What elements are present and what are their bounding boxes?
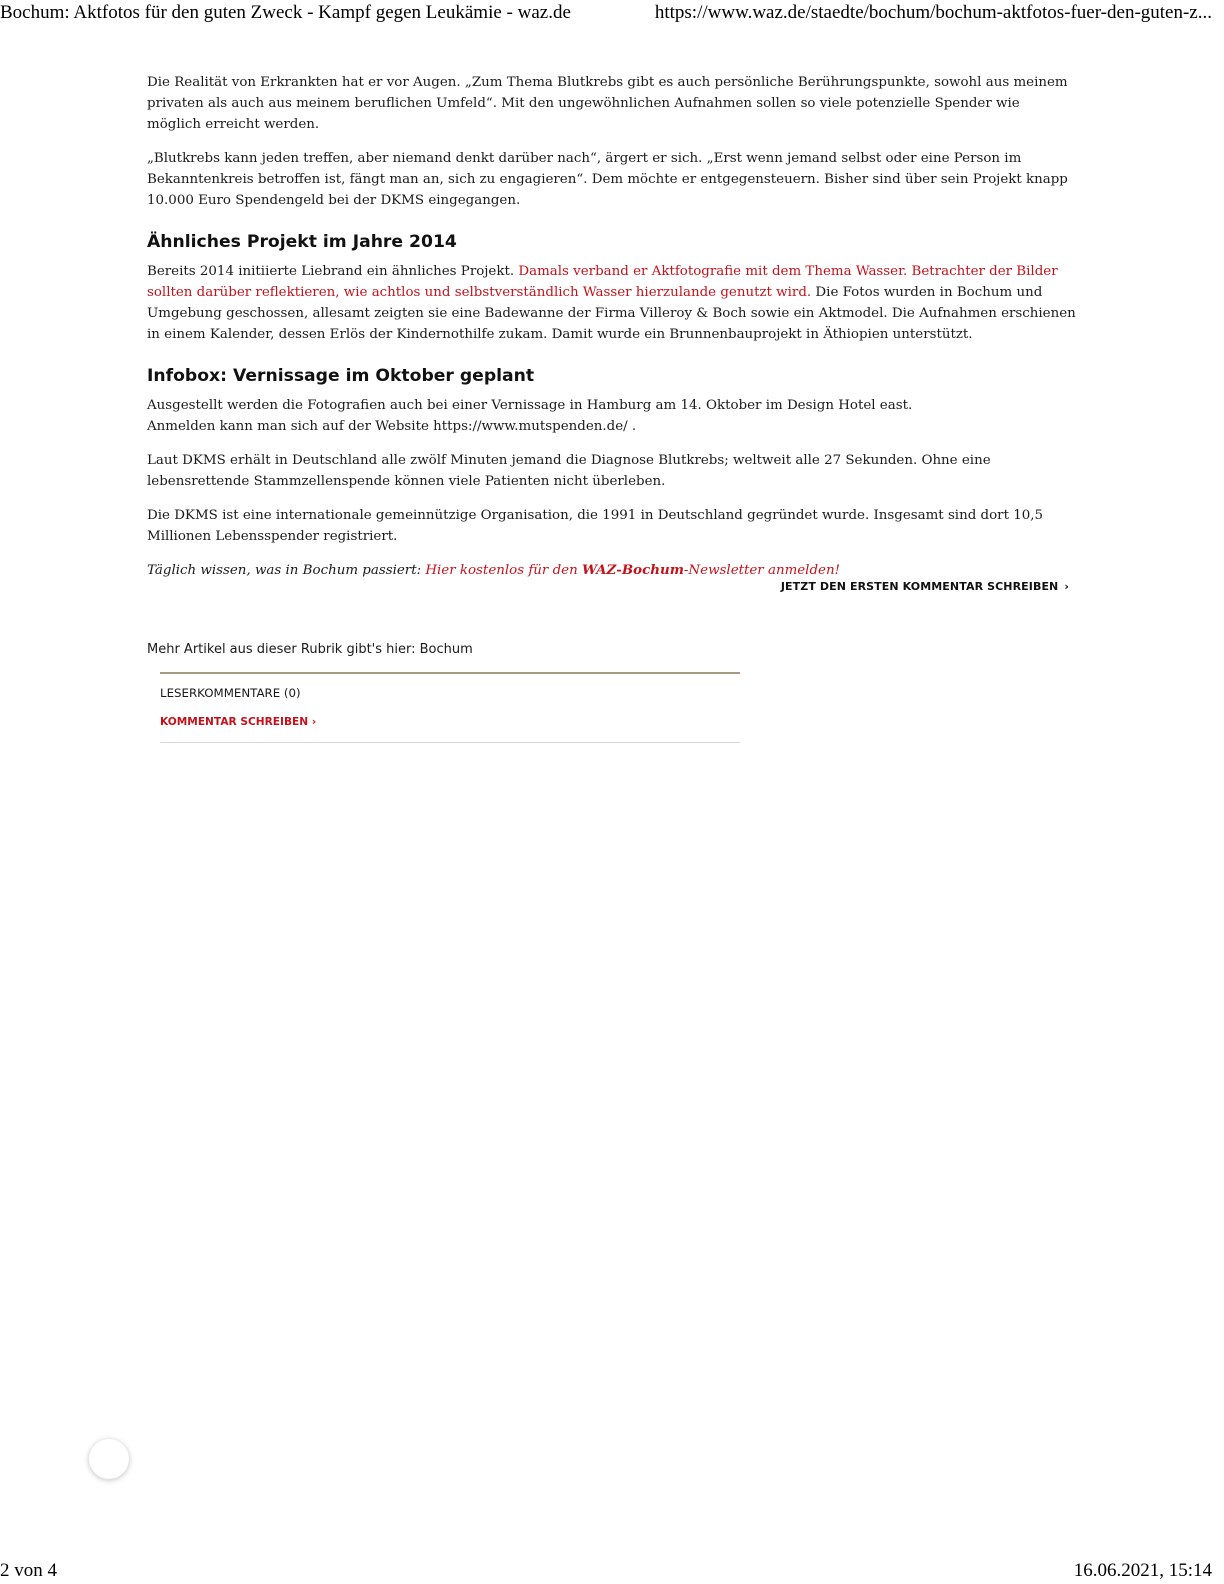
article-paragraph: Laut DKMS erhält in Deutschland alle zwölf Minuten jemand die Diagnose Blutkrebs; weltweit alle 27 Sekunden. Ohne eine lebensrettende Stammzellenspende können viele Patienten nicht überleben. [147, 453, 991, 489]
article-paragraph [147, 261, 1077, 345]
reader-comments-box [160, 672, 740, 743]
article-body [147, 72, 1077, 594]
paragraph-text: Bereits 2014 initiierte Liebrand ein ähnliches Projekt. [147, 264, 519, 279]
print-page-url: https://www.waz.de/staedte/bochum/bochum-aktfotos-fuer-den-guten-z... [654, 2, 1212, 23]
tease-link-brand: WAZ-Bochum [581, 562, 684, 578]
tease-link-text: Hier kostenlos für den [425, 563, 582, 578]
write-comment-button[interactable] [160, 716, 316, 728]
article-paragraph: Die Realität von Erkrankten hat er vor Augen. „Zum Thema Blutkrebs gibt es auch persönliche Berührungspunkte, sowohl aus meinem privaten als auch aus meinem beruflichen Umfeld“. Mit den ungewöhnlichen Aufnahmen sollen so viele potenzielle Spender wie möglich erreicht werden. [147, 75, 1068, 132]
article-paragraph: „Blutkrebs kann jeden treffen, aber niemand denkt darüber nach“, ärgert er sich. „Erst wenn jemand selbst oder eine Person im Bekanntenkreis betroffen ist, fängt man an, sich zu engagieren“. Dem möchte er entgegensteuern. Bisher sind über sein Projekt knapp 10.000 Euro Spendengeld bei der DKMS eingegangen. [147, 151, 1068, 208]
chevron-right-icon: › [311, 716, 317, 728]
first-comment-label: JETZT DEN ERSTEN KOMMENTAR SCHREIBEN [780, 580, 1059, 593]
floating-action-button[interactable] [89, 1439, 129, 1479]
infobox-heading: Infobox: Vernissage im Oktober geplant [147, 366, 535, 386]
tease-link-text: -Newsletter anmelden! [683, 563, 840, 578]
more-articles-link[interactable]: Mehr Artikel aus dieser Rubrik gibt's hier: Bochum [147, 642, 473, 657]
inline-article-link[interactable]: Damals verband er Aktfotografie mit dem Thema Wasser. Betrachter der Bilder sollten darüber reflektieren, wie achtlos und selbstverständlich Wasser hierzulande genutzt wird. [147, 264, 1058, 300]
first-comment-button[interactable] [781, 580, 1069, 593]
paragraph-text: Die Fotos wurden in Bochum und Umgebung geschossen, allesamt zeigten sie eine Badewanne der Firma Villeroy & Boch sowie ein Aktmodel. Die Aufnahmen erschienen in einem Kalender, dessen Erlös der Kindernothilfe zukam. Damit wurde ein Brunnenbauprojekt in Äthiopien unterstützt. [147, 285, 1076, 342]
paragraph-text: Anmelden kann man sich auf der Website https://www.mutspenden.de/ . [147, 419, 637, 434]
print-page-title: Bochum: Aktfotos für den guten Zweck - Kampf gegen Leukämie - waz.de [0, 2, 571, 23]
tease-prefix: Täglich wissen, was in Bochum passiert: [147, 563, 426, 578]
newsletter-signup-link[interactable] [425, 563, 840, 578]
newsletter-tease [147, 560, 1077, 581]
print-header [0, 0, 1224, 26]
section-heading: Ähnliches Projekt im Jahre 2014 [147, 232, 457, 252]
article-paragraph [147, 395, 1077, 437]
write-comment-label: KOMMENTAR SCHREIBEN [160, 716, 309, 728]
print-page-number: 2 von 4 [0, 1560, 57, 1581]
chevron-right-icon: › [1064, 580, 1069, 593]
article-paragraph: Die DKMS ist eine internationale gemeinnützige Organisation, die 1991 in Deutschland gegründet wurde. Insgesamt sind dort 10,5 Millionen Lebensspender registriert. [147, 508, 1044, 544]
reader-comments-count: LESERKOMMENTARE (0) [160, 686, 301, 700]
print-footer [0, 1558, 1224, 1584]
paragraph-text: Ausgestellt werden die Fotografien auch bei einer Vernissage in Hamburg am 14. Oktober im Design Hotel east. [147, 398, 913, 413]
print-datetime: 16.06.2021, 15:14 [1073, 1560, 1212, 1581]
